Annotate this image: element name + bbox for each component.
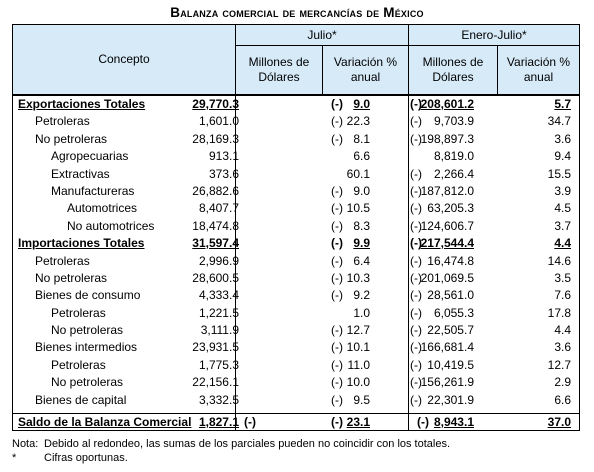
row-concept: Extractivas <box>51 166 110 181</box>
row-value-julio: 31,597.4 <box>192 236 239 251</box>
row-var-enero-julio: 3.6 <box>554 340 571 355</box>
table-row <box>13 322 579 339</box>
row-var-julio: 60.1 <box>346 166 370 181</box>
row-value-enero-julio: 8,819.0 <box>433 149 474 164</box>
row-var-enero-julio: 9.4 <box>554 149 571 164</box>
row-var-enero-julio: 14.6 <box>547 253 571 268</box>
table-row <box>13 96 579 113</box>
row-var-julio: 9.0 <box>353 183 370 198</box>
row-concept: No petroleras <box>51 375 124 390</box>
row-sign-julio: (-) <box>331 201 343 216</box>
row-value-julio: 8,407.7 <box>198 201 239 216</box>
row-concept: Automotrices <box>67 201 138 216</box>
row-var-julio: 23.1 <box>346 415 370 429</box>
row-sign-enero-julio: (-) <box>410 201 422 216</box>
row-sign-enero-julio: (-) <box>410 357 422 372</box>
row-sign-enero-julio: (-) <box>410 218 422 233</box>
row-concept: Importaciones Totales <box>18 236 145 251</box>
row-var-enero-julio: 2.9 <box>554 375 571 390</box>
row-value-enero-julio: 208,601.2 <box>420 97 474 111</box>
row-value-julio: 1,601.0 <box>198 114 239 129</box>
table-row <box>13 131 579 148</box>
row-var-enero-julio: 7.6 <box>554 288 571 303</box>
table-row <box>13 200 579 217</box>
row-concept: Petroleras <box>35 253 90 268</box>
row-value-julio: 28,169.3 <box>192 131 239 146</box>
row-sign-julio: (-) <box>331 270 343 285</box>
row-concept: No petroleras <box>35 270 108 285</box>
header-millones-1: Millones de Dólares <box>248 55 310 84</box>
row-sign-enero-julio: (-) <box>410 323 422 338</box>
row-sign-enero-julio: (-) <box>410 288 422 303</box>
row-sign-julio: (-) <box>331 131 343 146</box>
row-value-julio: 1,775.3 <box>198 357 239 372</box>
row-var-enero-julio: 4.4 <box>554 323 571 338</box>
row-var-julio: 1.0 <box>353 305 370 320</box>
row-concept: Petroleras <box>51 357 106 372</box>
table-row <box>13 148 579 165</box>
row-value-julio: 913.1 <box>208 149 239 164</box>
row-sign-julio: (-) <box>331 97 343 111</box>
row-sign-enero-julio: (-) <box>417 415 429 429</box>
table-row <box>13 166 579 183</box>
row-sign-enero-julio: (-) <box>410 131 422 146</box>
table-header <box>13 25 579 94</box>
row-value-julio: 18,474.8 <box>192 218 239 233</box>
row-var-enero-julio: 34.7 <box>547 114 571 129</box>
row-value-julio: 28,600.5 <box>192 270 239 285</box>
row-sign-julio: (-) <box>331 323 343 338</box>
row-value-julio: 29,770.3 <box>192 97 239 111</box>
table-row <box>13 357 579 374</box>
row-var-julio: 11.0 <box>347 357 370 372</box>
row-var-julio: 10.3 <box>346 270 370 285</box>
row-var-enero-julio: 4.4 <box>554 236 571 251</box>
row-concept: Bienes de capital <box>35 392 127 407</box>
row-value-enero-julio: 198,897.3 <box>420 131 474 146</box>
row-sign-enero-julio: (-) <box>410 183 422 198</box>
row-var-julio: 9.2 <box>353 288 370 303</box>
table-row <box>13 374 579 391</box>
row-value-julio: 23,931.5 <box>192 340 239 355</box>
row-value-enero-julio: 16,474.8 <box>427 253 474 268</box>
table-title: Balanza comercial de mercancías de México <box>170 5 424 20</box>
row-sign-enero-julio: (-) <box>410 305 422 320</box>
row-sign-enero-julio: (-) <box>410 236 422 251</box>
table-row <box>13 305 579 322</box>
row-sign-var-julio: (-) <box>331 415 343 429</box>
row-var-enero-julio: 6.6 <box>554 392 571 407</box>
header-millones-2: Millones de Dólares <box>422 55 484 84</box>
row-sign-enero-julio: (-) <box>410 340 422 355</box>
row-var-enero-julio: 17.8 <box>547 305 571 320</box>
row-value-julio: 4,333.4 <box>198 288 239 303</box>
row-sign-julio: (-) <box>331 253 343 268</box>
row-value-enero-julio: 28,561.0 <box>427 288 474 303</box>
row-value-enero-julio: 22,505.7 <box>427 323 474 338</box>
row-var-julio: 12.7 <box>346 323 370 338</box>
row-var-enero-julio: 3.9 <box>554 183 571 198</box>
row-value-enero-julio: 63,205.3 <box>427 201 474 216</box>
row-var-julio: 22.3 <box>346 114 370 129</box>
row-value-julio: 1,827.1 <box>198 415 239 429</box>
row-var-julio: 9.0 <box>353 97 370 111</box>
row-sign-enero-julio: (-) <box>410 253 422 268</box>
row-sign-julio: (-) <box>331 357 343 372</box>
row-sign-julio: (-) <box>244 415 256 429</box>
row-value-enero-julio: 201,069.5 <box>420 270 474 285</box>
row-sign-enero-julio: (-) <box>410 270 422 285</box>
row-concept: Exportaciones Totales <box>18 97 146 111</box>
row-value-enero-julio: 156,261.9 <box>420 375 474 390</box>
table-row <box>13 235 579 252</box>
row-value-enero-julio: 166,681.4 <box>420 340 474 355</box>
table-row <box>13 392 579 409</box>
row-sign-julio: (-) <box>331 375 343 390</box>
row-value-enero-julio: 124,606.7 <box>420 218 474 233</box>
row-var-julio: 10.1 <box>346 340 370 355</box>
row-value-enero-julio: 9,703.9 <box>433 114 474 129</box>
row-value-enero-julio: 187,812.0 <box>420 183 474 198</box>
table-row <box>13 253 579 270</box>
table-body <box>13 96 579 429</box>
row-value-enero-julio: 22,301.9 <box>427 392 474 407</box>
row-var-enero-julio: 15.5 <box>547 166 571 181</box>
row-var-enero-julio: 4.5 <box>554 201 571 216</box>
row-value-enero-julio: 10,419.5 <box>427 357 474 372</box>
table-row <box>13 113 579 130</box>
row-value-julio: 3,332.5 <box>198 392 239 407</box>
row-concept: No petroleras <box>51 323 124 338</box>
row-value-enero-julio: 2,266.4 <box>433 166 474 181</box>
row-var-enero-julio: 3.6 <box>554 131 571 146</box>
row-var-enero-julio: 3.5 <box>554 270 571 285</box>
row-var-julio: 9.9 <box>353 236 370 251</box>
footnotes <box>12 437 450 465</box>
trade-balance-table <box>12 24 580 431</box>
row-var-enero-julio: 3.7 <box>554 218 571 233</box>
row-value-julio: 26,882.6 <box>192 183 239 198</box>
table-row <box>13 339 579 356</box>
row-var-enero-julio: 12.7 <box>547 357 571 372</box>
row-concept: Petroleras <box>51 305 106 320</box>
row-var-julio: 6.4 <box>353 253 370 268</box>
header-period-julio: Julio* <box>307 27 337 42</box>
row-var-julio: 8.3 <box>353 218 370 233</box>
row-sign-enero-julio: (-) <box>410 114 422 129</box>
row-concept: No petroleras <box>35 131 108 146</box>
row-sign-julio: (-) <box>331 114 343 129</box>
row-value-julio: 1,221.5 <box>198 305 239 320</box>
footnote: Nota: Debido al redondeo, las sumas de los parciales pueden no coincidir con los totales. <box>12 438 451 450</box>
footnote: * Cifras oportunas. <box>12 452 128 464</box>
row-var-enero-julio: 5.7 <box>554 97 571 111</box>
row-sign-julio: (-) <box>331 392 343 407</box>
row-var-julio: 6.6 <box>353 149 370 164</box>
row-sign-julio: (-) <box>331 218 343 233</box>
row-value-enero-julio: 6,055.3 <box>433 305 474 320</box>
row-value-julio: 2,996.9 <box>198 253 239 268</box>
header-concepto: Concepto <box>98 52 150 66</box>
row-var-enero-julio: 37.0 <box>547 415 571 429</box>
row-sign-enero-julio: (-) <box>410 375 422 390</box>
header-variacion-2: Variación % anual <box>506 55 571 84</box>
table-row <box>13 183 579 200</box>
row-concept: Petroleras <box>35 114 90 129</box>
row-sign-julio: (-) <box>331 288 343 303</box>
table-row <box>13 270 579 287</box>
row-var-julio: 8.1 <box>353 131 370 146</box>
row-var-julio: 10.0 <box>346 375 370 390</box>
table-row <box>13 287 579 304</box>
row-var-julio: 10.5 <box>346 201 370 216</box>
divider <box>235 45 579 46</box>
row-concept: Agropecuarias <box>51 149 129 164</box>
divider <box>497 45 498 94</box>
row-sign-enero-julio: (-) <box>410 392 422 407</box>
row-sign-enero-julio: (-) <box>410 166 422 181</box>
header-period-enero-julio: Enero-Julio* <box>461 27 527 42</box>
header-variacion-1: Variación % anual <box>333 55 398 84</box>
row-sign-julio: (-) <box>331 236 343 251</box>
row-value-julio: 22,156.1 <box>192 375 239 390</box>
row-value-julio: 3,111.9 <box>200 323 239 338</box>
row-concept: Saldo de la Balanza Comercial <box>18 415 192 429</box>
row-value-julio: 373.6 <box>208 166 239 181</box>
row-value-enero-julio: 217,544.4 <box>420 236 474 251</box>
row-value-enero-julio: 8,943.1 <box>433 415 474 429</box>
row-concept: Manufactureras <box>51 183 135 198</box>
table-row <box>13 218 579 235</box>
row-concept: Bienes intermedios <box>35 340 138 355</box>
row-sign-enero-julio: (-) <box>410 97 422 111</box>
divider <box>322 45 323 94</box>
row-sign-julio: (-) <box>331 183 343 198</box>
row-var-julio: 9.5 <box>353 392 370 407</box>
table-row <box>13 414 579 431</box>
row-sign-julio: (-) <box>331 340 343 355</box>
row-concept: No automotrices <box>67 218 155 233</box>
row-concept: Bienes de consumo <box>35 288 141 303</box>
